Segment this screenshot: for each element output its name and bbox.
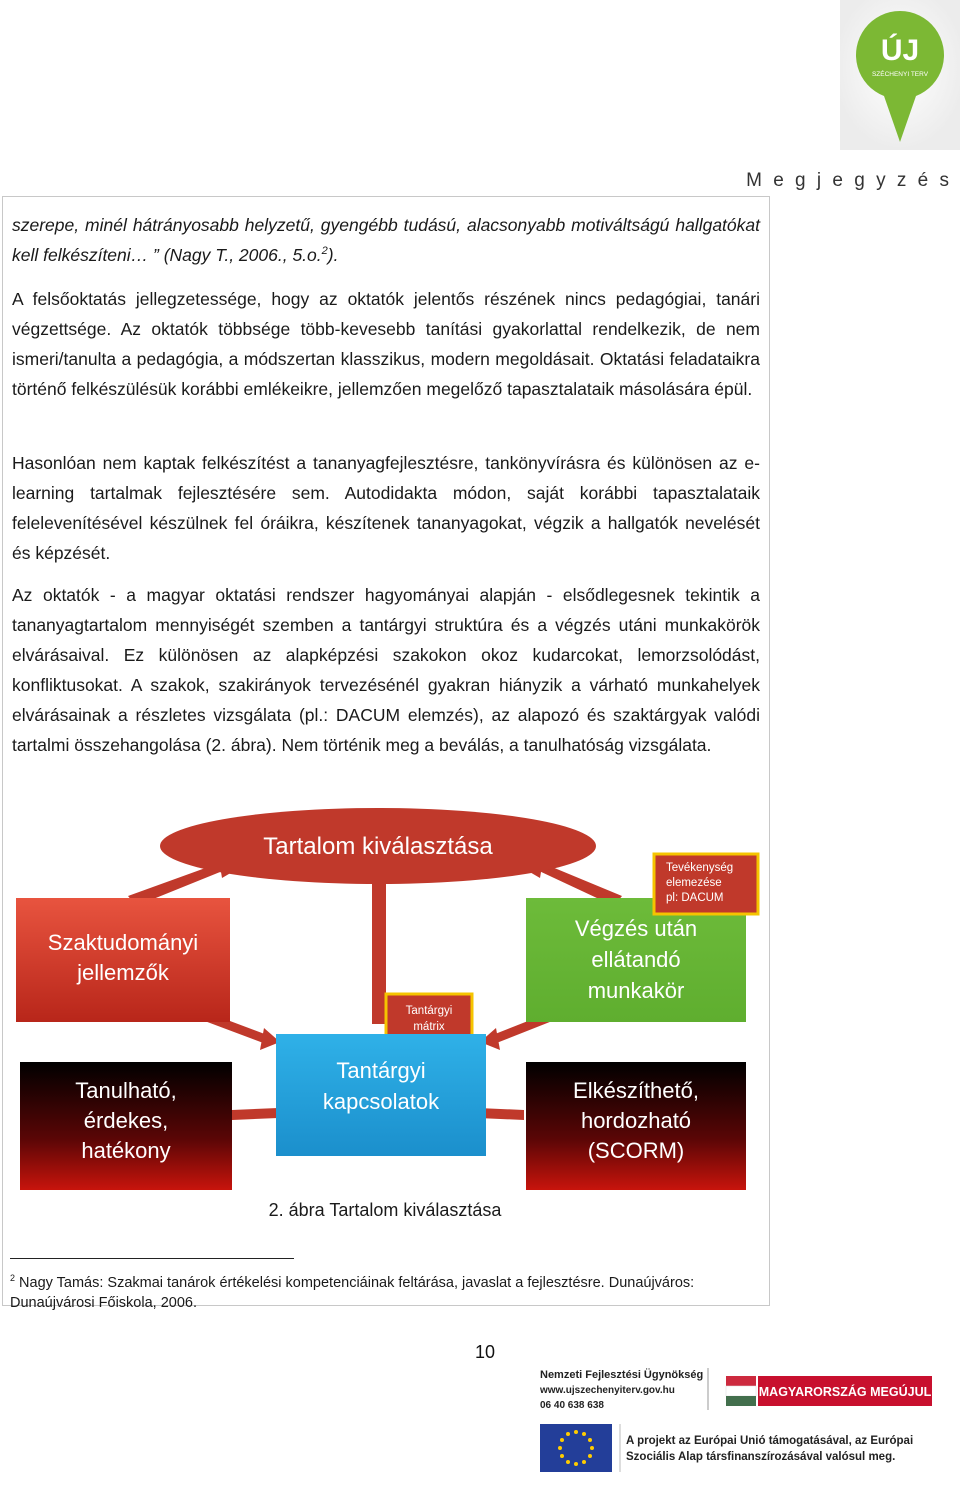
top-ellipse-label: Tartalom kiválasztása	[263, 833, 493, 860]
svg-text:elemezése: elemezése	[666, 877, 722, 889]
svg-text:Tanulható,: Tanulható,	[75, 1078, 177, 1103]
svg-text:Tantárgyi: Tantárgyi	[336, 1058, 426, 1083]
paragraph-2: A felsőoktatás jellegzetessége, hogy az oktatók jelentős részének nincs pedagógiai, tanári végzettsége. Az oktatók többsége több-kevesebb tanítási gyakorlattal rendelkezik, de nem ismeri/tanulta a pedagógia, a módszertan klasszikus, modern megoldásait. Oktatási feladataikra történő felkészülésük korábbi emlékeikre, jellemzően megelőző tapasztalataik másolására épül.	[12, 289, 760, 399]
svg-text:Szaktudományi: Szaktudományi	[47, 930, 199, 955]
svg-text:pl: DACUM: pl: DACUM	[666, 892, 724, 904]
svg-text:(SCORM): (SCORM)	[587, 1138, 685, 1163]
uj-szechenyi-terv-logo	[840, 0, 960, 150]
svg-text:Tantárgyi: Tantárgyi	[405, 1005, 453, 1017]
footer-logos	[520, 1362, 960, 1488]
svg-text:Szociális Alap társfinanszíroz: Szociális Alap társfinanszírozásával valósul meg.	[626, 1451, 896, 1463]
content-selection-diagram	[10, 808, 762, 1200]
svg-text:érdekes,: érdekes,	[83, 1108, 169, 1133]
svg-text:hatékony: hatékony	[81, 1138, 171, 1163]
svg-text:ellátandó: ellátandó	[591, 947, 681, 972]
svg-text:MAGYARORSZÁG MEGÚJUL: MAGYARORSZÁG MEGÚJUL	[758, 1385, 932, 1399]
svg-text:06 40 638 638: 06 40 638 638	[540, 1400, 604, 1411]
page-number: 10	[474, 1342, 496, 1362]
footnote-separator	[10, 1258, 294, 1259]
svg-text:A projekt az Európai Unió támo: A projekt az Európai Unió támogatásával, az Európai	[626, 1435, 914, 1447]
svg-text:www.ujszechenyiterv.gov.hu: www.ujszechenyiterv.gov.hu	[540, 1385, 675, 1396]
paragraph-4: Az oktatók - a magyar oktatási rendszer hagyományai alapján - elsődlegesnek tekintik a tananyagtartalom mennyiségét szemben a tantárgyi struktúra és a végzés utáni munkakörök elvárásaival. Ez különösen az alapképzési szakokon okoz kudarcokat, lemorzsolódást, konfliktusokat. A szakok, szakirányok tervezésénél gyakran hiányzik a várható munkahelyek elvárásainak a részletes vizsgálata (pl.: DACUM elemzés), az alapozó és szaktárgyak valódi tartalmi összehangolása (2. ábra). Nem történik meg a beválás, a tanulhatóság vizsgálata.	[12, 585, 760, 755]
svg-text:Végzés után: Végzés után	[574, 916, 698, 941]
arrow-center-to-bottom-left	[232, 1108, 278, 1120]
hungarian-flag-icon	[726, 1376, 756, 1406]
margin-notes-label: M e g j e g y z é s	[746, 170, 952, 191]
svg-text:SZÉCHENYI TERV: SZÉCHENYI TERV	[871, 71, 929, 78]
svg-text:munkakör: munkakör	[587, 978, 685, 1003]
eu-flag-icon	[540, 1424, 612, 1472]
svg-text:Elkészíthető,: Elkészíthető,	[573, 1078, 699, 1103]
paragraph-3: Hasonlóan nem kaptak felkészítést a tananyagfejlesztésre, tankönyvírásra és különösen az e-learning tartalmak fejlesztésére sem. Autodidakta módon, saját korábbi tapasztalataik felelevenítésével készülnek fel óráikra, készítenek tananyagokat, végzik a hallgatók nevelését és képzését.	[12, 453, 760, 563]
svg-text:ÚJ: ÚJ	[880, 34, 920, 67]
svg-text:mátrix: mátrix	[413, 1021, 445, 1033]
svg-text:kapcsolatok: kapcsolatok	[322, 1089, 440, 1114]
footnote: $^2$ Nagy Tamás: Szakmai tanárok értékelési kompetenciáinak feltárása, javaslat a fejlesztésre. Dunaújváros: Dunaújvárosi Főiskola, 2006.	[10, 1273, 695, 1311]
paragraph-quote: szerepe, minél hátrányosabb helyzetű, gyengébb tudású, alacsonyabb motiváltságú hallgatókat kell felkészíteni… ” (Nagy T., 2006., 5.o.$^2$).	[12, 215, 760, 265]
svg-text:hordozható: hordozható	[580, 1108, 692, 1133]
svg-text:Tevékenység: Tevékenység	[666, 862, 734, 874]
figure-caption: 2. ábra Tartalom kiválasztása	[268, 1200, 502, 1220]
svg-text:jellemzők: jellemzők	[77, 960, 169, 985]
svg-text:Nemzeti Fejlesztési Ügynökség: Nemzeti Fejlesztési Ügynökség	[540, 1369, 704, 1381]
